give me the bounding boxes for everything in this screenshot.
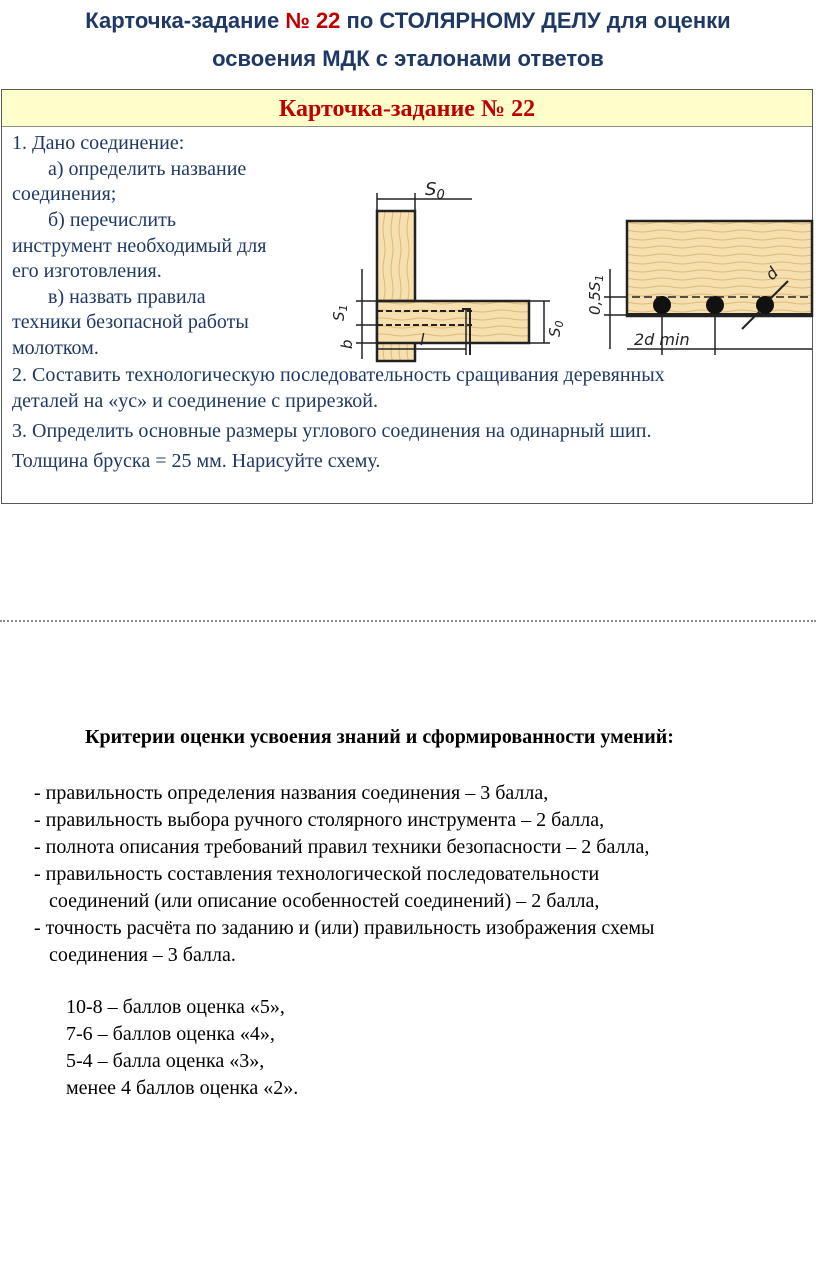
task-1b: б) перечислить xyxy=(48,209,176,231)
task-1c-cont2: молотком. xyxy=(12,337,99,359)
criteria-item: - точность расчёта по заданию и (или) правильность изображения схемы xyxy=(34,917,655,939)
task-card xyxy=(1,89,813,504)
label-half-s1: 0,5S xyxy=(586,281,604,315)
task-area xyxy=(2,127,812,504)
criteria-item: - полнота описания требований правил техники безопасности – 2 балла, xyxy=(34,836,650,858)
task-1: 1. Дано соединение: xyxy=(12,132,185,154)
nail-hole xyxy=(653,296,671,314)
page-header xyxy=(0,0,816,78)
task-2-cont: деталей на «ус» и соединение с прирезкой. xyxy=(12,390,378,412)
label-2d-min: 2d min xyxy=(634,330,690,349)
task-1c: в) назвать правила xyxy=(48,286,206,308)
header-text: Карточка-задание xyxy=(85,8,286,33)
task-3: 3. Определить основные размеры углового соединения на одинарный шип. xyxy=(12,420,652,442)
header-line-2: освоения МДК с эталонами ответов xyxy=(212,46,604,71)
task-1a-cont: соединения; xyxy=(12,183,117,205)
label-s0-top: S xyxy=(425,179,437,200)
label-s0-side: S xyxy=(546,327,564,337)
horizontal-board xyxy=(377,301,529,343)
lap-joint-figure xyxy=(330,179,566,361)
card-title: Карточка-задание № 22 xyxy=(2,90,812,127)
task-1c-cont: техники безопасной работы xyxy=(12,311,249,333)
criteria-item: - правильность определения названия соединения – 3 балла, xyxy=(34,782,549,804)
svg-text:S0: $S_0$ xyxy=(425,179,445,203)
task-1b-cont: инструмент необходимый для xyxy=(12,235,267,257)
nail-spacing-figure xyxy=(586,221,812,355)
label-s1: S xyxy=(330,311,348,321)
grade-item: менее 4 баллов оценка «2». xyxy=(66,1077,299,1099)
svg-text:0,5S1: $0,5S_1$ xyxy=(586,274,606,315)
header-text-rest: по СТОЛЯРНОМУ ДЕЛУ для оценки xyxy=(340,8,731,33)
dotted-divider xyxy=(0,620,816,622)
label-d: d xyxy=(761,263,783,284)
criteria-heading: Критерии оценки усвоения знаний и сформированности умений: xyxy=(85,726,674,748)
header-line-1 xyxy=(0,2,816,40)
nail-hole xyxy=(706,296,724,314)
task-1b-cont2: его изготовления. xyxy=(12,260,162,282)
svg-text:S0: $S_0$ xyxy=(546,320,566,337)
criteria-item: соединения – 3 балла. xyxy=(34,944,236,966)
joint-drawing xyxy=(332,179,812,359)
criteria-list xyxy=(34,780,655,969)
grade-item: 7-6 – баллов оценка «4», xyxy=(66,1023,275,1045)
task-2: 2. Составить технологическую последовательность сращивания деревянных xyxy=(12,364,665,386)
grade-item: 5-4 – балла оценка «3», xyxy=(66,1050,265,1072)
svg-text:S1: $S_1$ xyxy=(330,304,350,321)
label-b: b xyxy=(338,339,356,349)
criteria-item: соединений (или описание особенностей соединений) – 2 балла, xyxy=(34,890,600,912)
task-1a: а) определить название xyxy=(48,158,247,180)
task-3-cont: Толщина бруска = 25 мм. Нарисуйте схему. xyxy=(12,450,381,472)
criteria-item: - правильность выбора ручного столярного инструмента – 2 балла, xyxy=(34,809,605,831)
header-card-number: № 22 xyxy=(285,8,341,33)
grades-list xyxy=(66,994,298,1102)
grade-item: 10-8 – баллов оценка «5», xyxy=(66,996,285,1018)
label-l: l xyxy=(420,330,425,349)
criteria-item: - правильность составления технологической последовательности xyxy=(34,863,600,885)
